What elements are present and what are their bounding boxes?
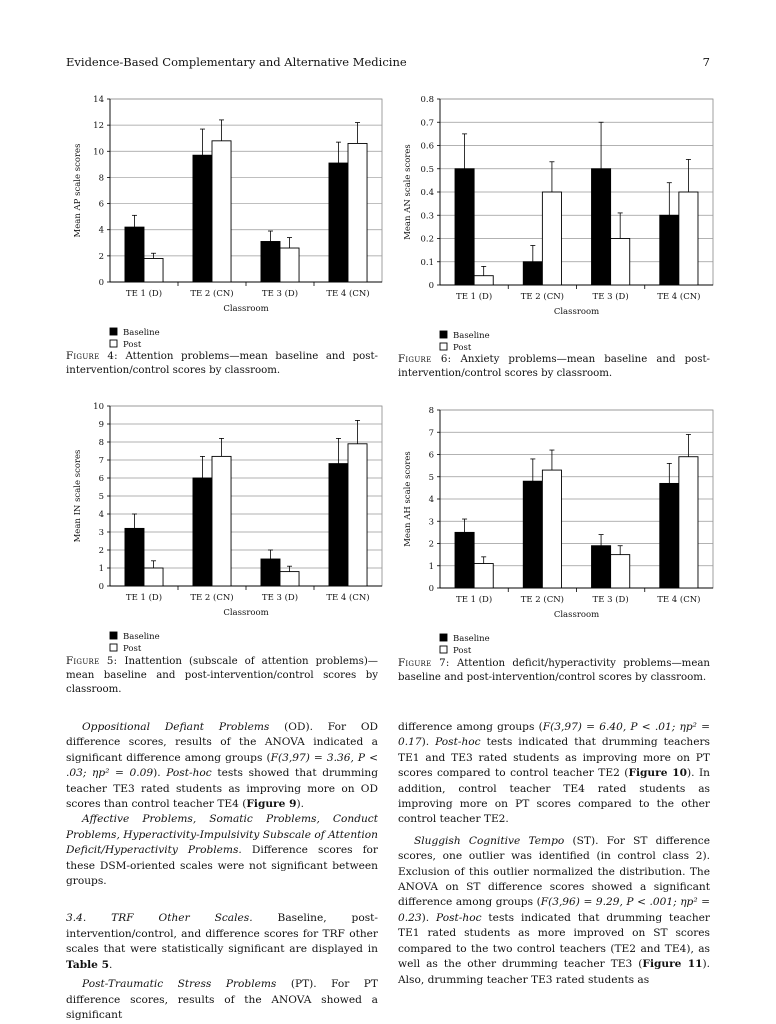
pt-text: (PT). For PT difference scores, results of the ANOVA showed a significant xyxy=(66,978,378,1021)
legend-swatch-post xyxy=(110,340,117,347)
bar-post xyxy=(144,568,163,586)
bar-baseline xyxy=(455,169,474,285)
figure-11-link[interactable]: Figure 11 xyxy=(642,958,703,971)
bar-post xyxy=(280,572,299,586)
section-3-4-heading: 3.4. TRF Other Scales. xyxy=(66,912,253,925)
x-tick-label: TE 2 (CN) xyxy=(190,593,234,603)
x-axis-label: Classroom xyxy=(223,304,269,314)
y-tick-label: 4 xyxy=(98,510,104,520)
legend-label-post: Post xyxy=(453,343,472,353)
figure-7-caption xyxy=(398,657,710,685)
figure-5-label: Figure 5: xyxy=(66,656,118,667)
x-tick-label: TE 4 (CN) xyxy=(326,593,370,603)
bar-post xyxy=(542,470,561,588)
figure-6-caption xyxy=(398,353,710,381)
bar-post xyxy=(474,276,493,285)
y-tick-label: 8 xyxy=(98,438,104,448)
bar-post xyxy=(212,141,231,282)
y-tick-label: 12 xyxy=(93,121,104,132)
bar-baseline xyxy=(193,478,212,586)
x-axis-label: Classroom xyxy=(223,608,269,618)
y-tick-label: 0.3 xyxy=(420,211,434,222)
bar-baseline xyxy=(592,546,611,588)
trf-text-a: Baseline, post-intervention/control, and difference scores for TRF other scales that were statistically significant are displayed in xyxy=(66,912,378,956)
bar-post xyxy=(474,564,493,588)
bar-post xyxy=(679,457,698,588)
legend-swatch-post xyxy=(110,644,117,651)
x-tick-label: TE 4 (CN) xyxy=(657,595,701,605)
paragraph-pt-cont xyxy=(398,720,710,828)
bar-post xyxy=(611,555,630,588)
figure-4-chart xyxy=(70,90,380,350)
bar-baseline xyxy=(660,215,679,285)
body-column-left xyxy=(66,720,378,1023)
y-tick-label: 10 xyxy=(93,147,104,158)
x-tick-label: TE 1 (D) xyxy=(456,292,493,302)
legend-label-post: Post xyxy=(123,340,142,350)
legend-swatch-baseline xyxy=(440,331,447,338)
bar-baseline xyxy=(261,559,280,586)
y-tick-label: 4 xyxy=(98,225,104,236)
x-tick-label: TE 1 (D) xyxy=(456,595,493,605)
pt-title: Post-Traumatic Stress Problems xyxy=(82,978,277,991)
dsm-title: Affective Problems, Somatic Problems, Conduct Problems, Hyperactivity-Impulsivity Subscale of Attention Deficit/Hyperactivity Problems. xyxy=(66,813,378,857)
bar-baseline xyxy=(592,169,611,285)
pt2-text-c: tests indicated that drumming teachers TE1 and TE3 rated students as improving more on PT scores compared to control teacher TE2 ( xyxy=(398,736,710,780)
bar-baseline xyxy=(193,155,212,282)
y-tick-label: 6 xyxy=(98,199,104,210)
y-tick-label: 9 xyxy=(98,420,104,430)
bar-post xyxy=(280,248,299,282)
running-header xyxy=(66,55,710,71)
od-text-b: ). xyxy=(153,767,167,780)
y-tick-label: 1 xyxy=(98,564,104,574)
y-tick-label: 0.4 xyxy=(420,188,434,198)
y-tick-label: 2 xyxy=(98,546,104,556)
paragraph-od xyxy=(66,720,378,812)
legend-swatch-post xyxy=(440,343,447,350)
x-tick-label: TE 3 (D) xyxy=(261,593,299,603)
y-tick-label: 2 xyxy=(98,251,104,262)
od-text-a: (OD). For OD difference scores, results of the ANOVA indicated a significant difference among groups ( xyxy=(66,721,379,764)
y-tick-label: 3 xyxy=(98,528,104,538)
y-tick-label: 0.1 xyxy=(420,257,434,268)
od-text-d: ). xyxy=(296,798,304,811)
pt2-text-a: difference among groups ( xyxy=(398,721,543,733)
y-tick-label: 0.2 xyxy=(420,234,434,245)
st-text-c: tests indicated that drumming teacher TE1 rated students as more improved on ST scores compared to the two control teachers (TE2 and TE4), as well as the other drumming teacher TE3 ( xyxy=(398,911,710,971)
x-axis-label: Classroom xyxy=(553,307,600,317)
x-tick-label: TE 4 (CN) xyxy=(326,289,370,299)
y-tick-label: 5 xyxy=(428,472,434,483)
y-axis-label: Mean IN scale scores xyxy=(73,449,83,543)
legend-label-post: Post xyxy=(453,646,472,656)
od-stat: F(3,97) = 3.36, P < .03; ηp² = 0.09 xyxy=(66,751,379,780)
bar-post xyxy=(348,143,367,282)
x-tick-label: TE 1 (D) xyxy=(125,593,163,603)
y-tick-label: 6 xyxy=(98,474,104,484)
y-tick-label: 10 xyxy=(93,402,104,412)
figure-6-label: Figure 6: xyxy=(398,354,452,365)
x-axis-label: Classroom xyxy=(553,610,600,620)
figure-6-caption-text: Anxiety problems—mean baseline and post-intervention/control scores by classroom. xyxy=(398,354,710,379)
paragraph-trf-other xyxy=(66,911,378,973)
bar-baseline xyxy=(261,241,280,282)
bar-baseline xyxy=(523,481,542,588)
bar-baseline xyxy=(125,227,144,282)
st-text-d: ). Also, drumming teacher TE3 rated students as xyxy=(398,958,710,986)
legend-swatch-baseline xyxy=(440,634,447,641)
bar-baseline xyxy=(125,528,144,586)
legend-label-baseline: Baseline xyxy=(453,634,490,644)
bar-baseline xyxy=(329,163,348,282)
figure-6-chart xyxy=(402,90,712,353)
bar-post xyxy=(144,258,163,282)
x-tick-label: TE 3 (D) xyxy=(261,289,299,299)
y-tick-label: 8 xyxy=(428,406,434,416)
legend-swatch-baseline xyxy=(110,632,117,639)
y-tick-label: 0 xyxy=(428,584,434,594)
y-tick-label: 0 xyxy=(98,278,104,288)
y-tick-label: 6 xyxy=(428,450,434,461)
figure-4-caption xyxy=(66,350,378,378)
bar-post xyxy=(212,456,231,586)
y-tick-label: 0.7 xyxy=(420,118,434,129)
st-title: Sluggish Cognitive Tempo xyxy=(414,834,565,847)
paragraph-st xyxy=(398,834,710,988)
x-tick-label: TE 2 (CN) xyxy=(190,289,234,299)
pt2-stat: F(3,97) = 6.40, P < .01; ηp² = 0.17 xyxy=(398,721,710,749)
y-tick-label: 5 xyxy=(98,492,104,502)
trf-text-b: . xyxy=(108,958,113,971)
y-tick-label: 7 xyxy=(428,428,434,439)
legend-label-baseline: Baseline xyxy=(123,632,160,642)
figure-7-caption-text: Attention deficit/hyperactivity problems—mean baseline and post-intervention/control scores by classroom. xyxy=(398,658,710,683)
body-column-right xyxy=(398,720,710,988)
st-text-a: (ST). For ST difference scores, one outlier was identified (in control class 2). Exclusion of this outlier normalized the distribution. The ANOVA on ST difference scores showed a significant difference among groups ( xyxy=(398,834,710,909)
legend-label-baseline: Baseline xyxy=(453,331,490,341)
pt2-text-d: ). In addition, control teacher TE4 rated students as improving more on PT scores compared to the other control teacher TE2. xyxy=(398,767,710,826)
y-tick-label: 0.6 xyxy=(420,141,434,152)
bar-baseline xyxy=(329,464,348,586)
st-text-b: ). xyxy=(421,911,437,924)
bar-post xyxy=(542,192,561,285)
od-title: Oppositional Defiant Problems xyxy=(82,721,270,733)
figure-5-caption-text: Inattention (subscale of attention problems)—mean baseline and post-intervention/control scores by classroom. xyxy=(66,656,378,695)
legend-swatch-post xyxy=(440,646,447,653)
y-tick-label: 1 xyxy=(428,561,434,572)
y-axis-label: Mean AN scale scores xyxy=(403,144,413,240)
legend-label-baseline: Baseline xyxy=(123,328,160,338)
x-tick-label: TE 4 (CN) xyxy=(657,292,701,302)
y-tick-label: 2 xyxy=(428,539,434,550)
y-tick-label: 0.8 xyxy=(420,95,434,105)
st-stat: F(3,96) = 9.29, P < .001; ηp² = 0.23 xyxy=(398,896,710,924)
dsm-text: Difference scores for these DSM-oriented scales were not significant between groups. xyxy=(66,844,378,888)
y-axis-label: Mean AH scale scores xyxy=(403,451,413,547)
paragraph-dsm-scales xyxy=(66,812,378,889)
figure-5-caption xyxy=(66,655,378,697)
figure-7-chart xyxy=(402,402,712,654)
pt2-text-b: ). xyxy=(421,736,436,749)
bar-post xyxy=(611,239,630,286)
figure-5-chart xyxy=(70,398,380,654)
bar-post xyxy=(348,444,367,586)
od-posthoc: Post-hoc xyxy=(166,767,212,780)
y-axis-label: Mean AP scale scores xyxy=(73,143,83,238)
x-tick-label: TE 3 (D) xyxy=(592,292,629,302)
page-number: 7 xyxy=(702,55,710,69)
bar-post xyxy=(679,192,698,285)
y-tick-label: 7 xyxy=(98,456,104,466)
figure-7-label: Figure 7: xyxy=(398,658,450,669)
figure-9-link[interactable]: Figure 9 xyxy=(246,798,297,811)
bar-baseline xyxy=(523,262,542,285)
y-tick-label: 0.5 xyxy=(420,164,434,175)
y-tick-label: 0 xyxy=(98,582,104,592)
y-tick-label: 14 xyxy=(93,95,104,105)
y-tick-label: 8 xyxy=(98,173,104,184)
od-text-c: tests showed that drumming teacher TE3 rated students as improving more on OD scores than control teacher TE4 ( xyxy=(66,767,378,811)
x-tick-label: TE 2 (CN) xyxy=(520,595,565,605)
pt2-posthoc: Post-hoc xyxy=(435,736,481,749)
table-5-link[interactable]: Table 5 xyxy=(66,958,109,971)
bar-baseline xyxy=(455,532,474,588)
figure-4-caption-text: Attention problems—mean baseline and post-intervention/control scores by classroom. xyxy=(66,351,378,376)
figure-4-label: Figure 4: xyxy=(66,351,118,362)
figure-10-link[interactable]: Figure 10 xyxy=(628,767,687,780)
legend-swatch-baseline xyxy=(110,328,117,335)
legend-label-post: Post xyxy=(123,644,142,654)
st-posthoc: Post-hoc xyxy=(436,911,482,924)
x-tick-label: TE 2 (CN) xyxy=(520,292,565,302)
x-tick-label: TE 1 (D) xyxy=(125,289,163,299)
bar-baseline xyxy=(660,483,679,588)
paragraph-pt xyxy=(66,977,378,1023)
y-tick-label: 4 xyxy=(428,495,434,505)
journal-title: Evidence-Based Complementary and Alternative Medicine xyxy=(66,55,407,69)
x-tick-label: TE 3 (D) xyxy=(592,595,629,605)
y-tick-label: 3 xyxy=(428,517,434,528)
y-tick-label: 0 xyxy=(428,281,434,291)
